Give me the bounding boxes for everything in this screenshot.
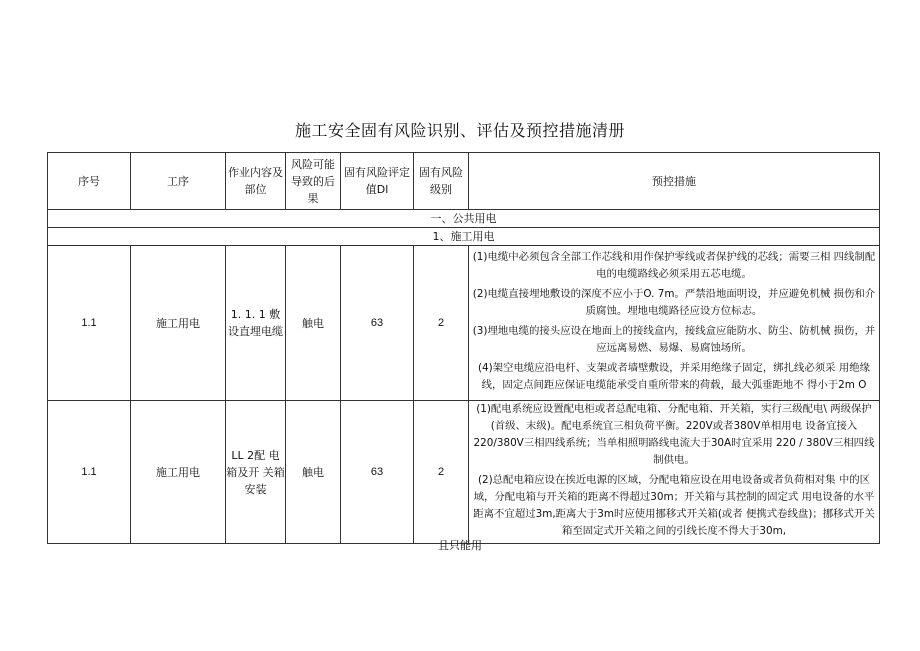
row-content: 1. 1. 1 敷设直埋电缆	[226, 246, 286, 401]
measure-item: (2)电缆直接埋地敷设的深度不应小于O. 7m。严禁沿地面明设，并应避免机械 损伤和介质腐蚀。埋地电缆路径应设方位标志。	[472, 288, 876, 317]
row-process: 施工用电	[131, 246, 226, 401]
measure-item: (1)电缆中必须包含全部工作芯线和用作保护零线或者保护线的芯线；需要三相 四线制配电的电缆路线必须采用五芯电缆。	[472, 251, 876, 280]
row-measures	[469, 401, 880, 544]
row-seq: 1.1	[48, 246, 131, 401]
row-level: 2	[414, 401, 469, 544]
row-seq: 1.1	[48, 401, 131, 544]
document-title: 施工安全固有风险识别、评估及预控措施清册	[294, 121, 625, 140]
table-row	[48, 246, 880, 401]
header-content: 作业内容及部位	[226, 153, 286, 210]
measure-item: (2)总配电箱应设在挨近电源的区域，分配电箱应设在用电设备或者负荷相对集 中的区域，分配电箱与开关箱的距离不得超过30m；开关箱与其控制的固定式 用电设备的水平距离不宜超过3m,距离大于3m时应使用挪移式开关箱(或者 便携式卷线盘)；挪移式开关箱至固定式开关箱之间的引线长度不得大于30m,	[473, 474, 875, 537]
section-row	[48, 210, 880, 228]
row-consequence: 触电	[286, 401, 341, 544]
table-header-row	[48, 153, 880, 210]
header-score: 固有风险评定值Dl	[341, 153, 414, 210]
measure-item: (3)埋地电缆的接头应设在地面上的接线盒内，接线盒应能防水、防尘、防机械 损伤，并应远离易燃、易爆、易腐蚀场所。	[472, 325, 876, 354]
header-process: 工序	[131, 153, 226, 210]
header-seq: 序号	[48, 153, 131, 210]
row-process: 施工用电	[131, 401, 226, 544]
page-footer-text: 且只能用	[438, 539, 482, 552]
row-consequence: 触电	[286, 246, 341, 401]
subsection-heading: 1、施工用电	[48, 228, 880, 246]
measure-item: (1)配电系统应设置配电柜或者总配电箱、分配电箱、开关箱，实行三级配电\ 两级保护(首级、末级)。配电系统宜三相负荷平衡。220V或者380V单相用电 设备宜接入220/380V三相四线系统；当单相照明路线电流大于30A时宜采用 220 / 380V三相四线制供电。	[473, 403, 875, 466]
header-consequence: 风险可能导致的后果	[286, 153, 341, 210]
table-row	[48, 401, 880, 544]
row-score: 63	[341, 401, 414, 544]
row-level: 2	[414, 246, 469, 401]
header-measures: 预控措施	[469, 153, 880, 210]
section-heading: 一、公共用电	[48, 210, 880, 228]
row-content: LL 2配 电箱及开 关箱安装	[226, 401, 286, 544]
measure-item: (4)架空电缆应沿电杆、支架或者墙壁敷设，并采用绝缘子固定，绑扎线必须采 用绝缘线，固定点间距应保证电缆能承受自重所带来的荷载，最大弧垂距地不 得小于2m O	[477, 362, 871, 391]
header-level: 固有风险级别	[414, 153, 469, 210]
row-measures	[469, 246, 880, 401]
subsection-row	[48, 228, 880, 246]
row-score: 63	[341, 246, 414, 401]
risk-table	[47, 152, 880, 544]
